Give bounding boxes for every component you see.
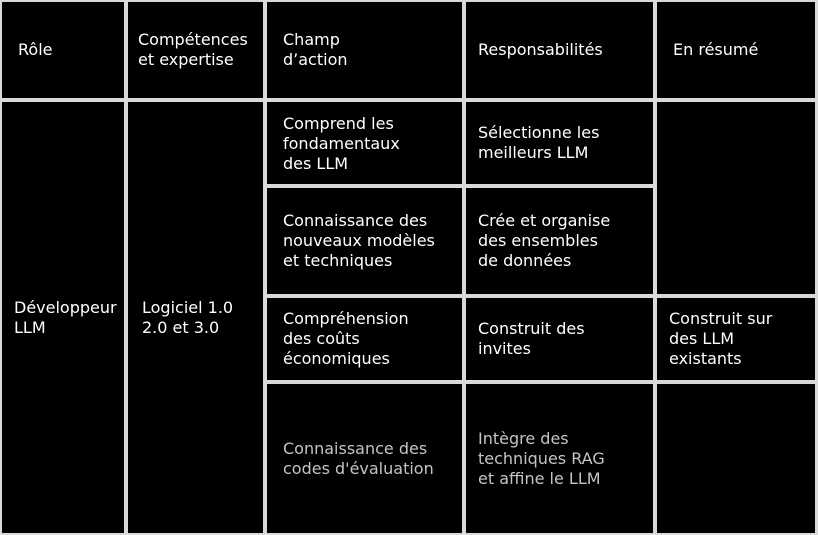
responsibility-cell-4 [466, 384, 653, 533]
header-skills-label: Compétences et expertise [138, 30, 248, 69]
header-responsibilities [466, 2, 653, 98]
responsibility-cell-2 [466, 188, 653, 294]
scope-cell-4 [267, 384, 462, 533]
role-value: Développeur LLM [14, 297, 117, 337]
scope-text-1: Comprend les fondamentaux des LLM [283, 114, 400, 173]
summary-cell-1 [657, 102, 815, 294]
scope-cell-3 [267, 298, 462, 380]
header-summary [657, 2, 815, 98]
header-role-label: Rôle [18, 40, 53, 59]
header-role [2, 2, 124, 98]
skills-cell [128, 102, 263, 533]
header-scope-label: Champ d’action [283, 30, 348, 69]
responsibility-cell-3 [466, 298, 653, 380]
scope-cell-1 [267, 102, 462, 184]
scope-cell-2 [267, 188, 462, 294]
summary-text: Construit sur des LLM existants [669, 309, 773, 368]
scope-text-4: Connaissance des codes d'évaluation [283, 438, 434, 478]
summary-cell-2 [657, 298, 815, 380]
header-responsibilities-label: Responsabilités [478, 40, 603, 59]
header-skills [128, 2, 263, 98]
responsibility-text-2: Crée et organise des ensembles de données [478, 211, 611, 270]
skills-value: Logiciel 1.0 2.0 et 3.0 [142, 297, 234, 337]
summary-cell-3 [657, 384, 815, 533]
responsibility-text-1: Sélectionne les meilleurs LLM [478, 123, 600, 162]
responsibility-text-3: Construit des invites [478, 319, 585, 358]
header-scope [267, 2, 462, 98]
header-summary-label: En résumé [673, 40, 759, 59]
scope-text-3: Compréhension des coûts économiques [283, 309, 409, 368]
responsibility-text-4: Intègre des techniques RAG et affine le LLM [478, 428, 605, 488]
responsibility-cell-1 [466, 102, 653, 184]
role-cell [2, 102, 124, 533]
scope-text-2: Connaissance des nouveaux modèles et techniques [283, 211, 435, 270]
